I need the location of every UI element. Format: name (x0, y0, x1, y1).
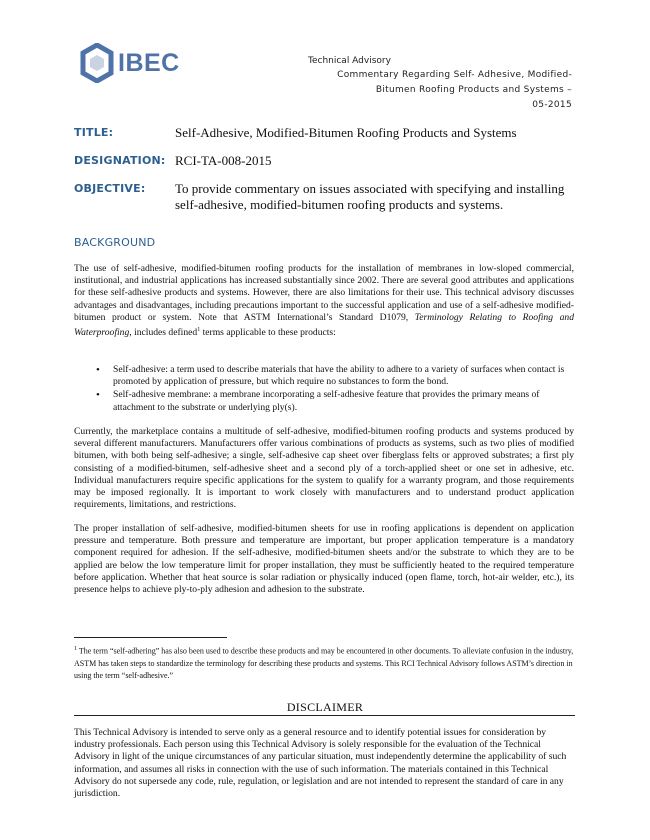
disclaimer-divider (74, 715, 575, 716)
paragraph-text: The use of self-adhesive, modified-bitumen roofing products for the installation of membranes in low-sloped commercial, institutional, and industrial applications has increased substantially since 2002. There are several good attributes and applications for these self-adhesive products and systems. However, there are also limitations for their use. This technical advisory discusses advantages and disadvantages, including precautions important to the successful application and use of a self-adhesive modified-bitumen product or system. Note that ASTM International’s Standard D1079, (74, 263, 574, 323)
footnote-marker: 1 (74, 646, 77, 652)
background-paragraph-3: The proper installation of self-adhesive, modified-bitumen sheets for use in roofing applications is dependent on application pressure and temperature. Both pressure and temperature are important, but proper application temperature is a mandatory component required for adhesion. If the self-adhesive, modified-bitumen sheets and/or the substrate to which they are to be applied are below the low temperature limit for proper installation, they must be sufficiently heated to the required temperature before application. Whether that heat source is solar radiation or physically induced (open flame, torch, hot-air welder, etc.), its presence helps to achieve ply-to-ply adhesion and adhesion to the substrate. (74, 523, 574, 596)
standard-title: Terminology Relating to Roofing and Waterproofing (74, 311, 574, 339)
list-item: • Self-adhesive membrane: a membrane incorporating a self-adhesive feature that provides the primary means of attachment to the substrate or underlying ply(s). (96, 389, 574, 413)
paragraph-text: terms applicable to these products: (200, 327, 336, 339)
background-paragraph-2: Currently, the marketplace contains a multitude of self-adhesive, modified-bitumen roofing products and systems produced by several different manufacturers. Manufacturers offer various combinations of products as systems, such as two plies of modified bitumen, with both being self-adhesive; a single, self-adhesive cap sheet over fiberglass felts or approved substrates; a first ply consisting of a modified-bitumen, self-adhesive sheet and a second ply of a torch-applied sheet or one set in adhesive, etc. Individual manufacturers require specific applications for the system to qualify for a warranty program, and those requirements may be imposed regionally. It is important to work closely with manufacturers and to understand product application requirements, limitations, and restrictions. (74, 426, 574, 511)
footnote-divider (74, 637, 227, 638)
list-item: • Self-adhesive: a term used to describe materials that have the ability to adhere to a variety of surfaces when contact is promoted by application of pressure, but which require no substances to form the bond. (96, 364, 574, 388)
footnote-text: The term “self-adhering” has also been used to describe these products and may be encountered in other documents. To alleviate confusion in the industry, ASTM has taken steps to standardize the terminology for describing these products and systems. This RCI Technical Advisory follows ASTM’s direction in using the term “self-adhesive.” (74, 646, 574, 680)
hexagon-logo-icon (80, 43, 114, 83)
disclaimer-title: DISCLAIMER (286, 700, 364, 714)
commentary-line: Commentary Regarding Self- Adhesive, Modified- (337, 70, 572, 80)
title-label: TITLE: (74, 126, 114, 139)
commentary-line: 05-2015 (532, 100, 572, 110)
header-block (308, 55, 572, 113)
title-value: Self-Adhesive, Modified-Bitumen Roofing Products and Systems (175, 125, 517, 140)
objective-label: OBJECTIVE: (74, 182, 146, 195)
definition-list (96, 364, 574, 415)
commentary-line: Bitumen Roofing Products and Systems – (375, 85, 572, 95)
background-paragraph-1 (74, 263, 574, 339)
advisory-label: Technical Advisory (308, 56, 391, 66)
disclaimer-text: This Technical Advisory is intended to serve only as a general resource and to identify potential issues for consideration by industry professionals. Each person using this Technical Advisory is solely responsible for the evaluation of the Technical Advisory in light of the unique circumstances of any particular situation, must independently determine the applicability of such information, and assumes all risks in connection with the use of such information. The materials contained in this Technical Advisory do not supersede any code, rule, regulation, or legislation and are not intended to represent the standard of care in any jurisdiction. (74, 727, 567, 800)
paragraph-text: , includes defined (129, 327, 198, 339)
designation-label: DESIGNATION: (74, 154, 166, 167)
logo-text: IBEC (118, 49, 180, 77)
background-heading: BACKGROUND (74, 236, 156, 249)
ibec-logo (80, 43, 180, 83)
designation-value: RCI-TA-008-2015 (175, 153, 272, 168)
footnote (74, 643, 574, 682)
objective-value: To provide commentary on issues associated with specifying and installing self-adhesive, modified-bitumen roofing products and systems. (175, 181, 565, 212)
footnote-reference[interactable]: 1 (197, 327, 201, 334)
